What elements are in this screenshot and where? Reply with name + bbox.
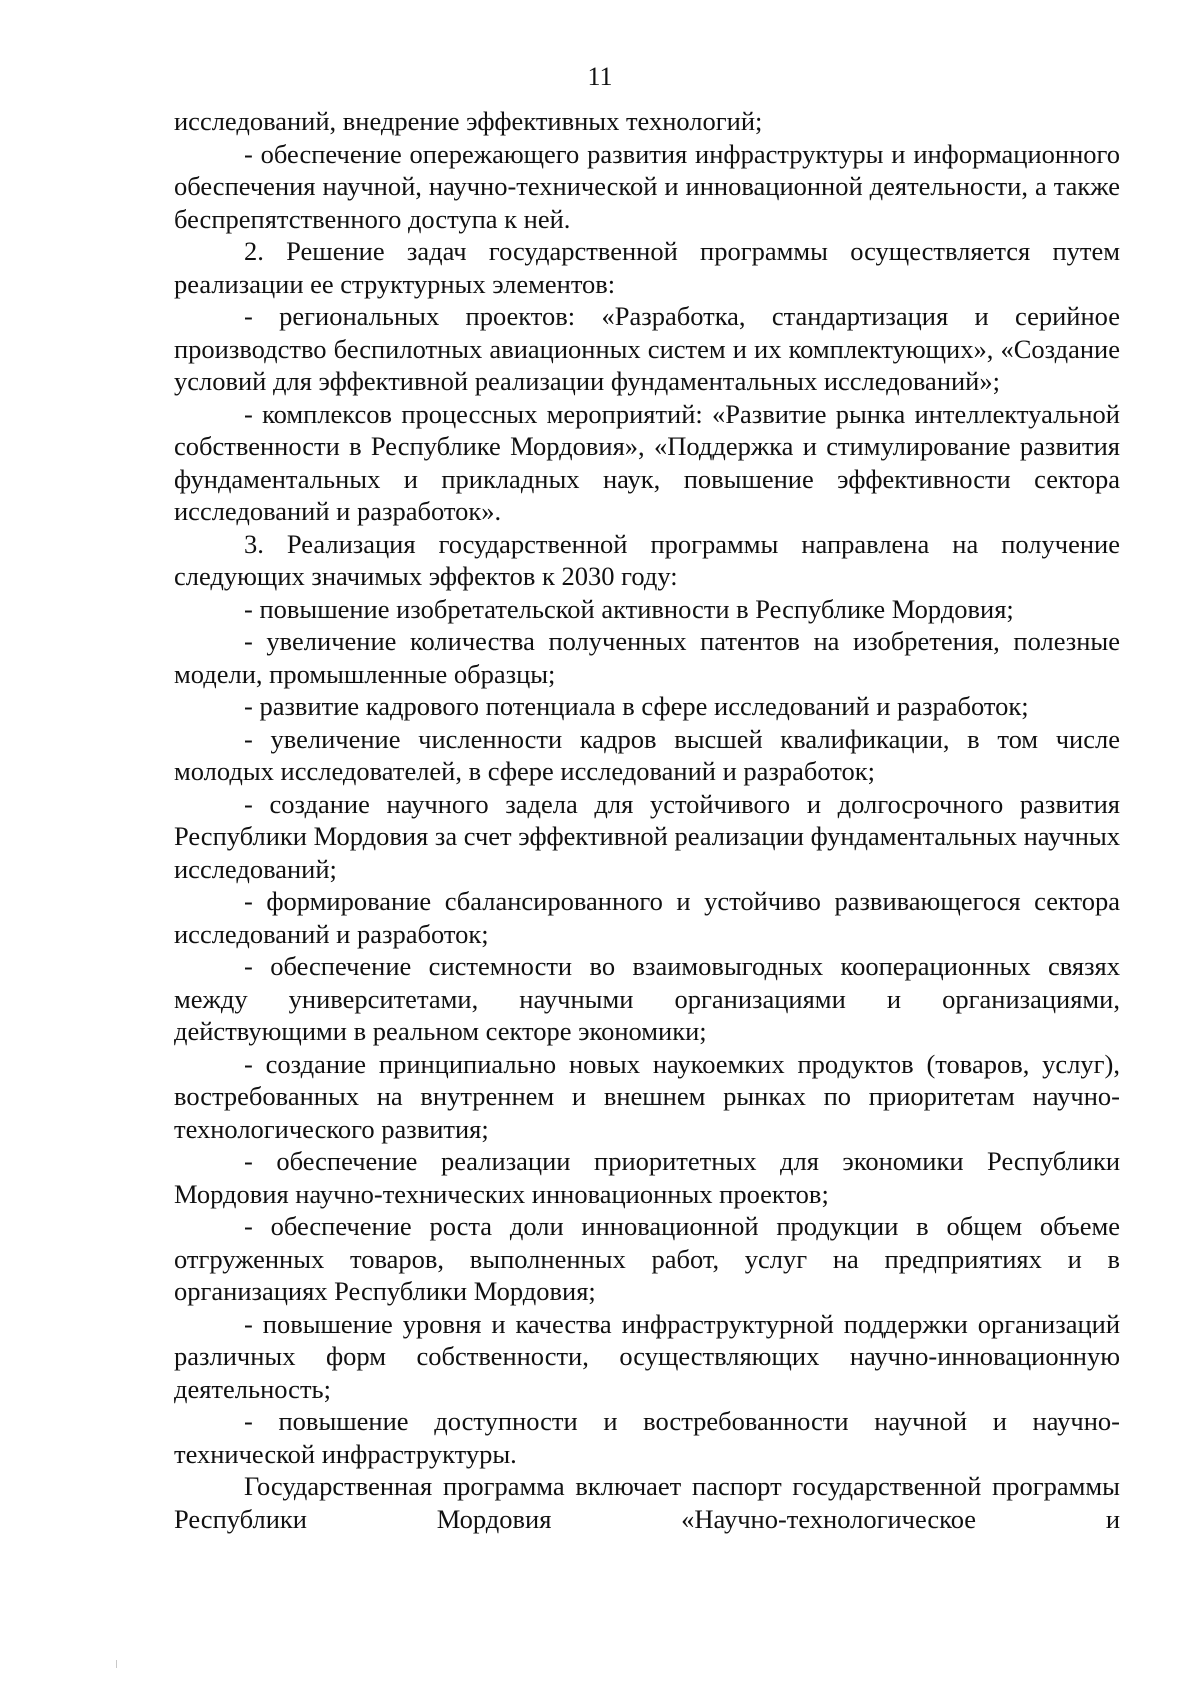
- list-item: - развитие кадрового потенциала в сфере исследований и разработок;: [244, 691, 1029, 721]
- list-item: - повышение доступности и востребованности научной и научно-технической инфраструктуры.: [174, 1406, 1120, 1469]
- paragraph-program-passport: Государственная программа включает паспорт государственной программы Республики Мордовия «Научно-технологическое и: [174, 1471, 1120, 1534]
- list-item: - повышение изобретательской активности в Республике Мордовия;: [244, 593, 1014, 624]
- list-item: - увеличение количества полученных патентов на изобретения, полезные модели, промышленные образцы;: [174, 626, 1120, 689]
- list-item: - увеличение численности кадров высшей квалификации, в том числе молодых исследователей, в сфере исследований и разработок;: [174, 723, 1120, 786]
- paragraph-effects-intro: 3. Реализация государственной программы направлена на получение следующих значимых эффектов к 2030 году:: [174, 528, 1120, 591]
- list-item: - повышение уровня и качества инфраструктурной поддержки организаций различных форм собственности, осуществляющих научно-инновационную деятельность;: [174, 1308, 1120, 1404]
- document-body: [174, 105, 1120, 1535]
- page-number: 11: [587, 62, 613, 91]
- list-item: - обеспечение системности во взаимовыгодных кооперационных связях между университетами, научными организациями и организациями, действующими в реальном секторе экономики;: [174, 951, 1120, 1046]
- paragraph-infrastructure: - обеспечение опережающего развития инфраструктуры и информационного обеспечения научной, научно-технической и инновационной деятельности, а также беспрепятственного доступа к ней.: [174, 138, 1120, 234]
- paragraph-continuation: исследований, внедрение эффективных технологий;: [174, 106, 763, 136]
- list-item: - обеспечение реализации приоритетных для экономики Республики Мордовия научно-технических инновационных проектов;: [174, 1146, 1120, 1209]
- paragraph-structural-elements: 2. Решение задач государственной программы осуществляется путем реализации ее структурных элементов:: [174, 236, 1120, 299]
- scan-margin-mark: [116, 1660, 117, 1668]
- paragraph-process-complexes: - комплексов процессных мероприятий: «Развитие рынка интеллектуальной собственности в Республике Мордовия», «Поддержка и стимулирование развития фундаментальных и прикладных наук, повышение эффективности сектора исследований и разработок».: [174, 398, 1120, 526]
- list-item: - создание принципиально новых наукоемких продуктов (товаров, услуг), востребованных на внутреннем и внешнем рынках по приоритетам научно-технологического развития;: [174, 1048, 1120, 1144]
- paragraph-regional-projects: - региональных проектов: «Разработка, стандартизация и серийное производство беспилотных авиационных систем и их комплектующих», «Создание условий для эффективной реализации фундаментальных исследований»;: [174, 301, 1120, 396]
- list-item: - обеспечение роста доли инновационной продукции в общем объеме отгруженных товаров, выполненных работ, услуг на предприятиях и в организациях Республики Мордовия;: [174, 1211, 1120, 1306]
- list-item: - создание научного задела для устойчивого и долгосрочного развития Республики Мордовия за счет эффективной реализации фундаментальных научных исследований;: [174, 788, 1120, 884]
- list-item: - формирование сбалансированного и устойчиво развивающегося сектора исследований и разработок;: [174, 886, 1120, 949]
